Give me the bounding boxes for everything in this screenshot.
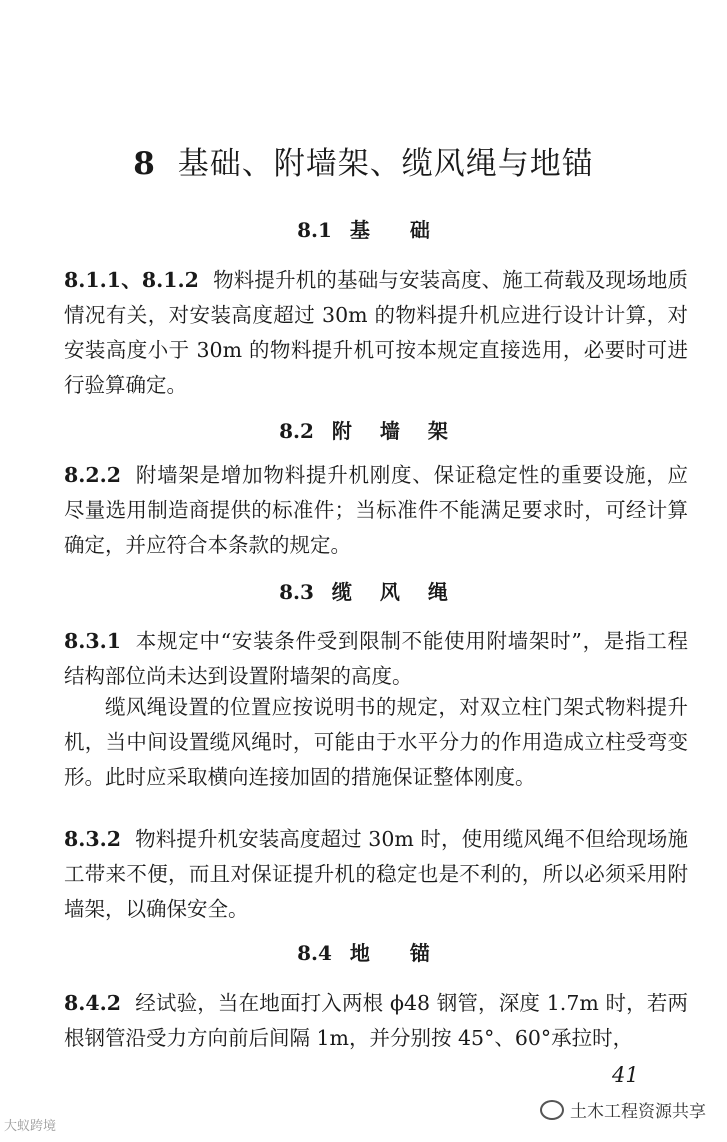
section-heading: 缆风绳	[331, 580, 476, 604]
section-title-8-4	[0, 938, 727, 968]
paragraph-text: 缆风绳设置的位置应按说明书的规定，对双立柱门架式物料提升机，当中间设置缆风绳时，可能由于水平分力的作用造成立柱受弯变形。此时应采取横向连接加固的措施保证整体刚度。	[64, 695, 688, 789]
clause-text: 本规定中“安装条件受到限制不能使用附墙架时”，是指工程结构部位尚未达到设置附墙架的高度。	[64, 629, 688, 688]
wechat-icon	[540, 1100, 564, 1120]
watermark-right	[540, 1097, 706, 1122]
section-heading: 附墙架	[331, 419, 476, 443]
clause-8-2-2	[64, 458, 688, 563]
section-heading: 基础	[349, 218, 470, 242]
clause-number: 8.4.2	[64, 991, 122, 1015]
section-number: 8.1	[297, 218, 332, 242]
clause-text: 经试验，当在地面打入两根 ϕ48 钢管，深度 1.7m 时，若两根钢管沿受力方向前后间隔 1m，并分别按 45°、60°承拉时，	[64, 991, 688, 1050]
clause-8-4-2	[64, 986, 688, 1056]
clause-number: 8.3.1	[64, 629, 122, 653]
section-title-8-1	[0, 215, 727, 245]
section-title-8-2	[0, 416, 727, 446]
clause-text: 物料提升机的基础与安装高度、施工荷载及现场地质情况有关，对安装高度超过 30m 的物料提升机应进行设计计算，对安装高度小于 30m 的物料提升机可按本规定直接选用，必要时可进行验算确定。	[64, 268, 689, 397]
page-number: 41	[612, 1063, 639, 1087]
clause-number: 8.1.1、8.1.2	[64, 268, 199, 292]
chapter-number: 8	[133, 146, 156, 182]
section-heading: 地锚	[349, 941, 470, 965]
section-number: 8.3	[279, 580, 314, 604]
clause-number: 8.3.2	[64, 827, 122, 851]
watermark-left	[4, 1115, 56, 1134]
clause-number: 8.2.2	[64, 463, 122, 487]
clause-8-3-1	[64, 624, 688, 694]
paragraph-guy-rope-position	[64, 690, 688, 795]
section-number: 8.4	[297, 941, 332, 965]
watermark-right-text: 土木工程资源共享	[570, 1102, 706, 1122]
chapter-title	[0, 142, 727, 186]
chapter-heading: 基础、附墙架、缆风绳与地锚	[177, 146, 594, 182]
clause-text: 物料提升机安装高度超过 30m 时，使用缆风绳不但给现场施工带来不便，而且对保证提升机的稳定也是不利的，所以必须采用附墙架，以确保安全。	[64, 827, 688, 921]
section-title-8-3	[0, 577, 727, 607]
clause-8-3-2	[64, 822, 688, 927]
clause-text: 附墙架是增加物料提升机刚度、保证稳定性的重要设施，应尽量选用制造商提供的标准件；当标准件不能满足要求时，可经计算确定，并应符合本条款的规定。	[64, 463, 688, 557]
watermark-left-text: 大蚁跨境	[4, 1119, 57, 1134]
section-number: 8.2	[279, 419, 314, 443]
clause-8-1-1	[64, 263, 688, 403]
